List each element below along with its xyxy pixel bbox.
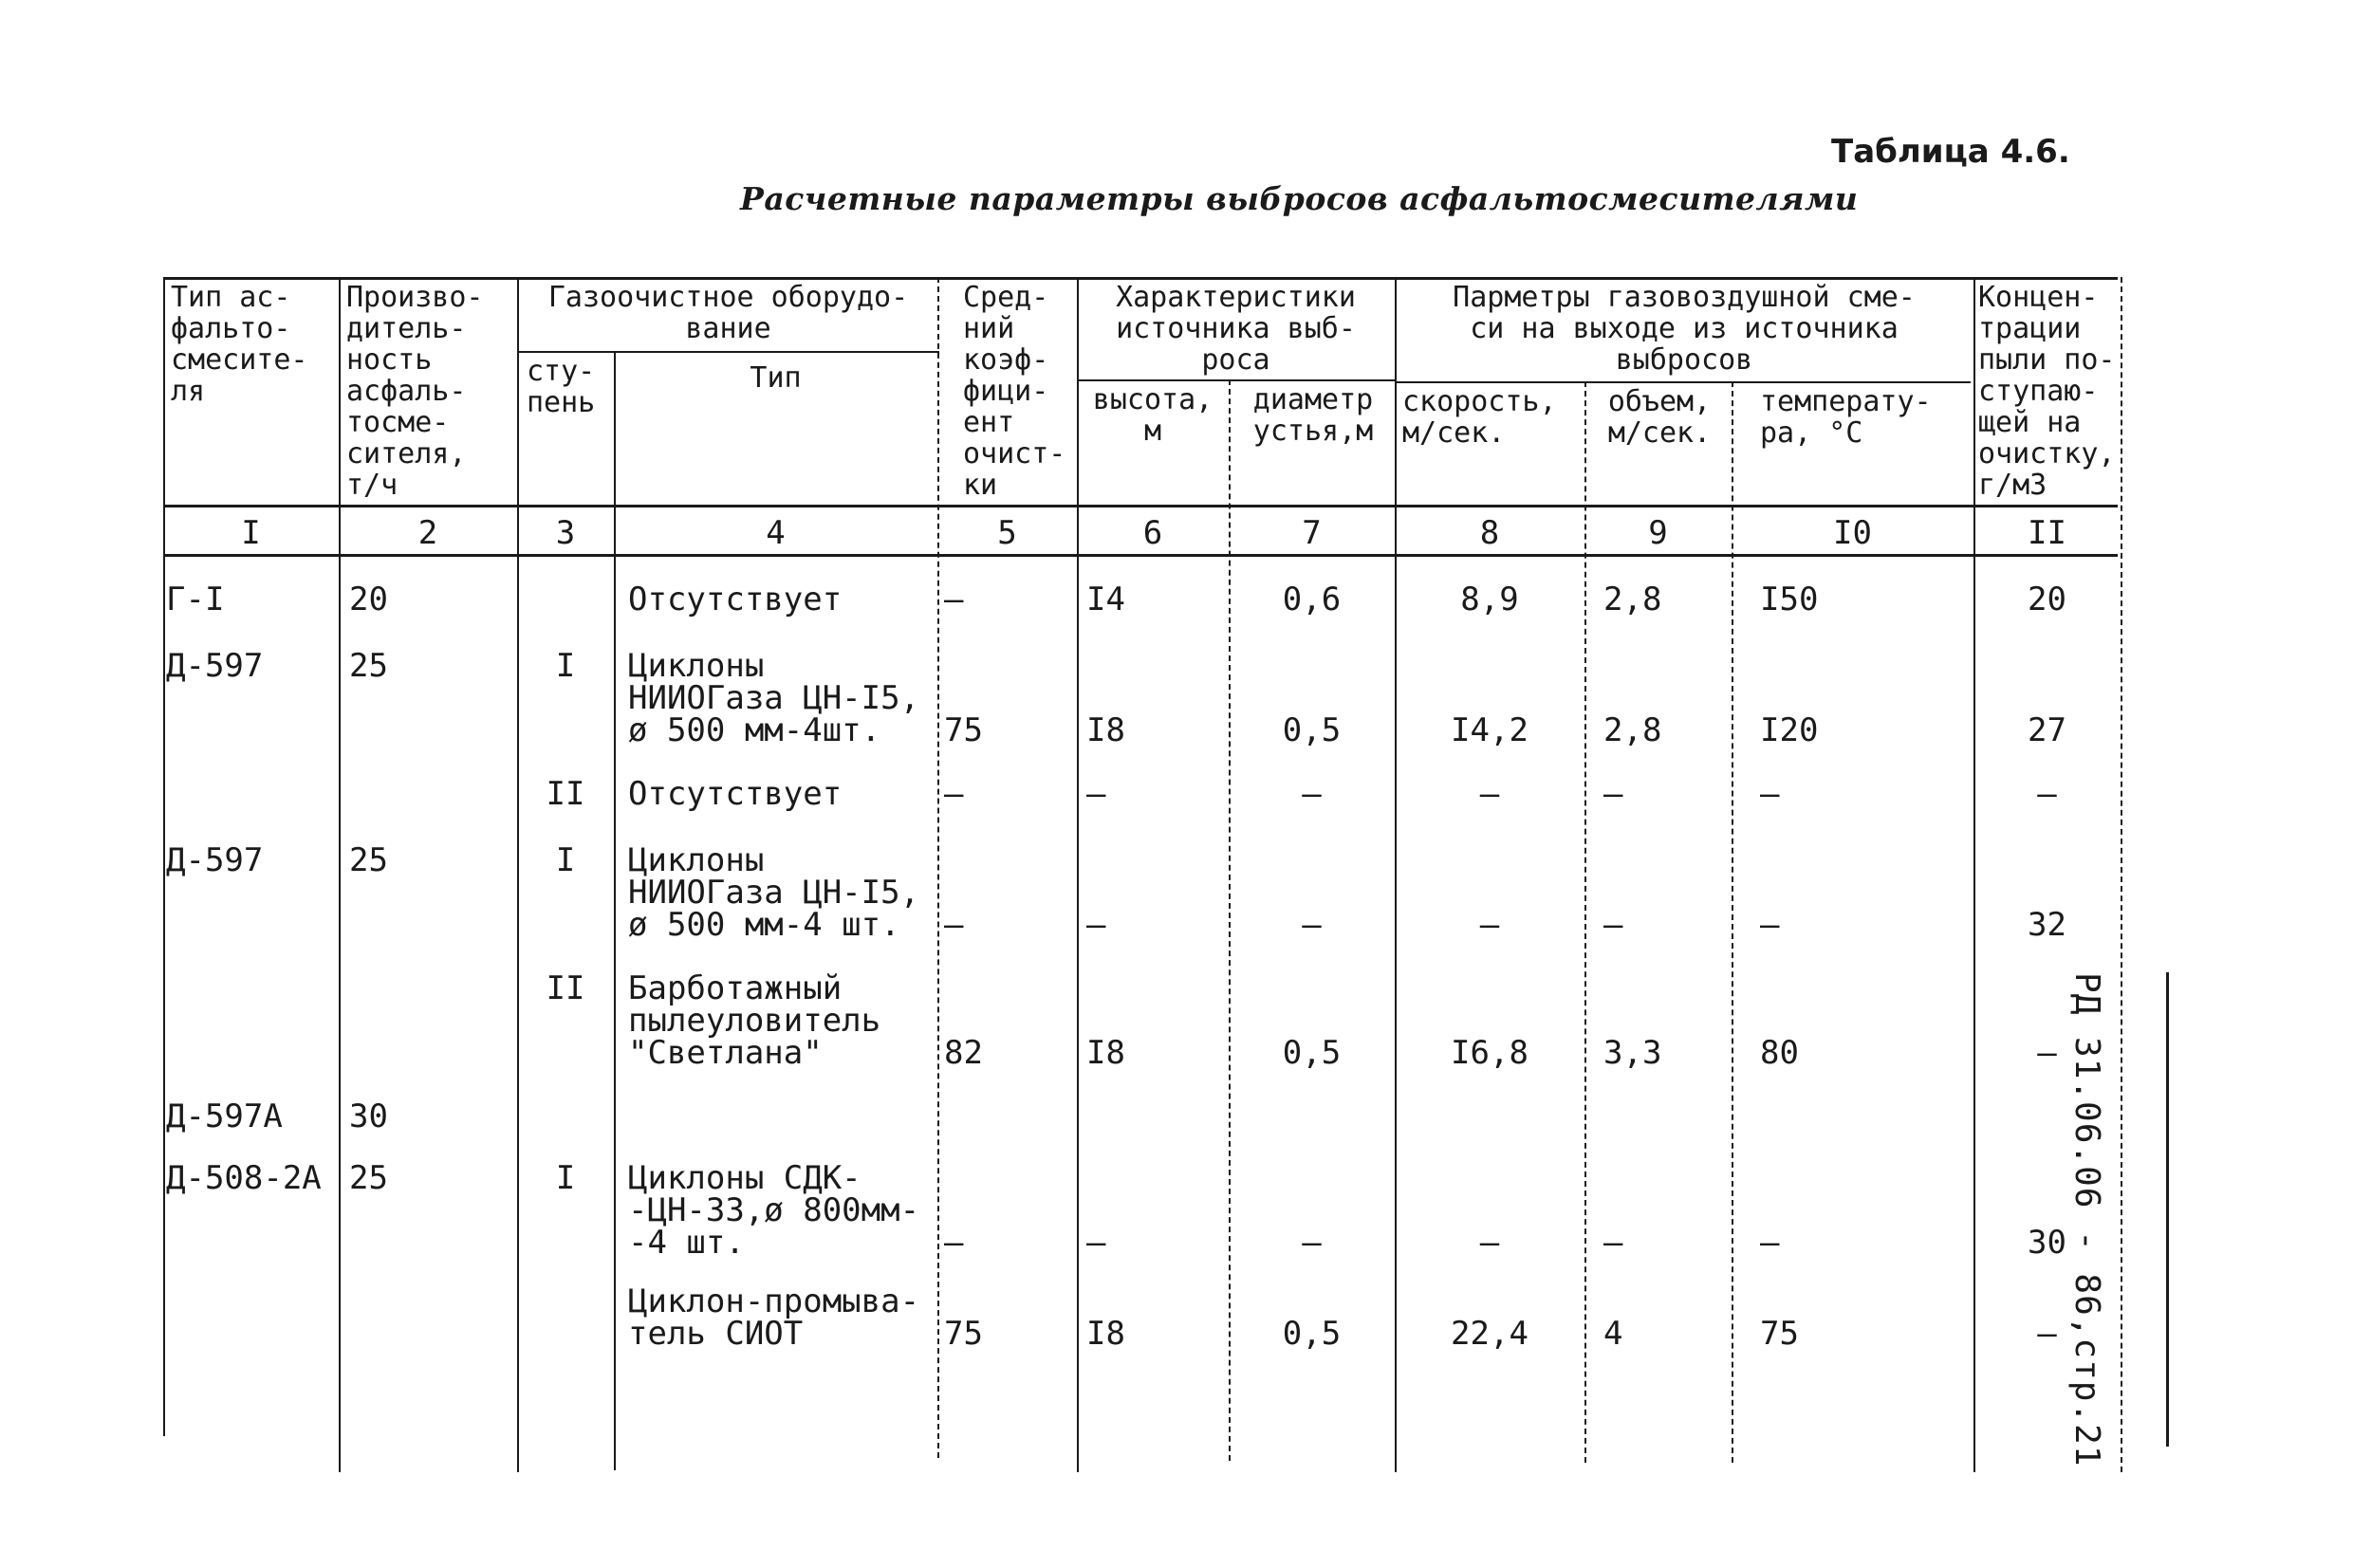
col-number: 3 [555, 514, 576, 552]
header-source-group: Характеристики источника выб- роса [1116, 281, 1356, 377]
header-bottom-rule [163, 505, 2118, 507]
col-number: 9 [1648, 514, 1668, 552]
cell-stage: I [555, 1159, 576, 1197]
cell-type: Д-597А [166, 1098, 283, 1135]
header-col11: Концен- трации пыли по- ступаю- щей на очистку, г/м3 [1978, 281, 2116, 502]
cell-volume: 4 [1603, 1315, 1623, 1353]
cell-height: – [1086, 1224, 1106, 1262]
cell-equipment: Циклоны СДК- -ЦН-33,ø 800мм- -4 шт. [628, 1159, 920, 1262]
col-number: 4 [766, 514, 786, 552]
cell-speed: – [1479, 775, 1500, 813]
cell-speed: 8,9 [1460, 581, 1519, 618]
cell-volume: – [1603, 775, 1623, 813]
header-col1: Тип ас- фальто- смесите- ля [171, 281, 308, 408]
col-number: I [241, 514, 261, 552]
cell-diameter: 0,6 [1282, 581, 1342, 618]
cell-concentration: 30 [2028, 1224, 2066, 1262]
cell-productivity: 30 [349, 1098, 388, 1135]
numbers-bottom-rule [163, 554, 2118, 557]
cell-concentration: 20 [2028, 581, 2066, 618]
cell-temperature: 75 [1760, 1315, 1799, 1353]
cell-height: I4 [1086, 581, 1125, 618]
cell-stage: I [555, 647, 576, 685]
cell-temperature: – [1760, 1224, 1780, 1262]
cell-equipment: Отсутствует [628, 581, 843, 618]
cell-coefficient: – [944, 906, 964, 944]
cell-diameter: – [1302, 906, 1322, 944]
cell-height: I8 [1086, 1315, 1125, 1353]
cell-type: Д-508-2А [166, 1159, 322, 1197]
cell-volume: 2,8 [1603, 581, 1662, 618]
cell-coefficient: 75 [944, 711, 983, 749]
header-col4: Тип [750, 361, 802, 395]
cell-stage: I [555, 841, 576, 879]
cell-equipment: Циклон-промыва- тель СИОТ [628, 1282, 920, 1353]
header-col5: Сред- ний коэф- фици- ент очист- ки [963, 281, 1066, 502]
cell-diameter: – [1302, 1224, 1322, 1262]
table-label: Таблица 4.6. [1831, 133, 2070, 171]
cell-volume: – [1603, 906, 1623, 944]
cell-equipment: Циклоны НИИОГаза ЦН-I5, ø 500 мм-4шт. [628, 647, 920, 749]
cell-coefficient: 75 [944, 1315, 983, 1353]
cell-concentration: – [2037, 1315, 2057, 1353]
cell-stage: II [546, 969, 585, 1007]
table-top-rule [163, 277, 2118, 280]
cell-concentration: – [2037, 775, 2057, 813]
header-col7: диаметр устья,м [1252, 383, 1374, 448]
cell-coefficient: 82 [944, 1034, 983, 1072]
cell-height: I8 [1086, 1034, 1125, 1072]
col-rule-1 [339, 277, 341, 1472]
cell-volume: – [1603, 1224, 1623, 1262]
header-col8: скорость, м/сек. [1402, 385, 1557, 450]
header-gas-group: Газоочистное оборудо- вание [547, 281, 909, 345]
col-number: 8 [1479, 514, 1500, 552]
cell-volume: 3,3 [1603, 1034, 1662, 1072]
col-number: 5 [997, 514, 1017, 552]
cell-speed: I6,8 [1451, 1034, 1529, 1072]
cell-coefficient: – [944, 775, 964, 813]
header-col6: высота, м [1092, 383, 1214, 448]
cell-temperature: – [1760, 775, 1780, 813]
params-group-rule [1397, 381, 1971, 383]
cell-speed: I4,2 [1451, 711, 1529, 749]
cell-concentration: 27 [2028, 711, 2066, 749]
table-title: Расчетные параметры выбросов асфальтосмесителями [740, 180, 1859, 217]
col-number: II [2028, 514, 2066, 552]
header-col3: сту- пень [527, 355, 596, 419]
cell-equipment: Отсутствует [628, 775, 843, 813]
cell-diameter: 0,5 [1282, 1034, 1342, 1072]
header-params-group: Парметры газовоздушной сме- си на выходе из источника выбросов [1453, 281, 1916, 377]
col-rule-5 [1077, 277, 1079, 1472]
gas-group-rule [517, 351, 939, 353]
col-number: 2 [417, 514, 438, 552]
cell-temperature: – [1760, 906, 1780, 944]
col-rule-7 [1395, 277, 1397, 1472]
cell-speed: – [1479, 1224, 1500, 1262]
col-rule-0 [163, 277, 165, 1436]
header-col9: объем, м/сек. [1607, 385, 1712, 450]
cell-coefficient: – [944, 581, 964, 618]
cell-stage: II [546, 775, 585, 813]
source-group-rule [1077, 379, 1395, 381]
cell-productivity: 20 [349, 581, 388, 618]
side-note-rule [2166, 972, 2169, 1447]
cell-concentration: – [2037, 1034, 2057, 1072]
cell-height: I8 [1086, 711, 1125, 749]
cell-type: Д-597 [166, 841, 264, 879]
cell-productivity: 25 [349, 647, 388, 685]
cell-equipment: Барботажный пылеуловитель "Светлана" [628, 969, 881, 1072]
side-note: РД 31.06.06 - 86,стр.21 [2067, 972, 2106, 1467]
header-col10: температу- ра, °С [1760, 385, 1932, 450]
cell-volume: 2,8 [1603, 711, 1662, 749]
cell-temperature: I20 [1760, 711, 1819, 749]
cell-type: Г-I [166, 581, 225, 618]
cell-height: – [1086, 906, 1106, 944]
cell-temperature: 80 [1760, 1034, 1799, 1072]
cell-speed: – [1479, 906, 1500, 944]
col-rule-4 [937, 277, 939, 1458]
cell-equipment: Циклоны НИИОГаза ЦН-I5, ø 500 мм-4 шт. [628, 841, 920, 944]
cell-temperature: I50 [1760, 581, 1819, 618]
cell-diameter: 0,5 [1282, 711, 1342, 749]
cell-diameter: 0,5 [1282, 1315, 1342, 1353]
cell-type: Д-597 [166, 647, 264, 685]
cell-productivity: 25 [349, 841, 388, 879]
col-number: 6 [1142, 514, 1163, 552]
cell-coefficient: – [944, 1224, 964, 1262]
cell-height: – [1086, 775, 1106, 813]
cell-diameter: – [1302, 775, 1322, 813]
col-rule-11 [2121, 277, 2122, 1472]
cell-concentration: 32 [2028, 906, 2066, 944]
cell-productivity: 25 [349, 1159, 388, 1197]
col-number: I0 [1833, 514, 1872, 552]
cell-speed: 22,4 [1451, 1315, 1529, 1353]
header-col2: Произво- дитель- ность асфаль- тосме- сителя, т/ч [346, 281, 484, 502]
col-rule-10 [1973, 277, 1975, 1472]
col-number: 7 [1302, 514, 1322, 552]
